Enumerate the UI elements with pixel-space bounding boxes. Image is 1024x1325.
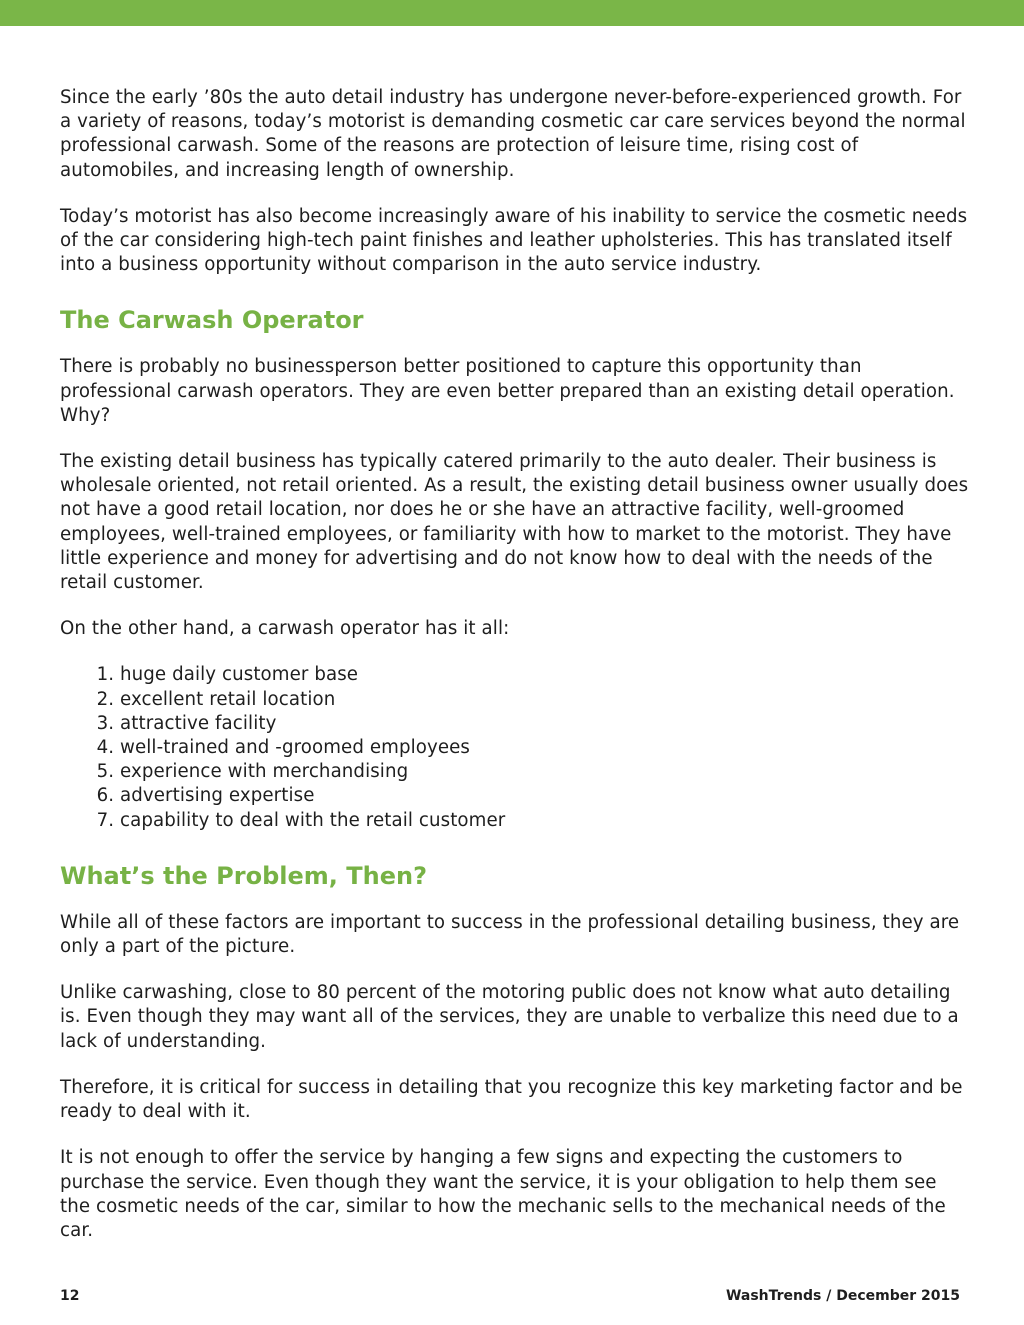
list-item: 2. excellent retail location: [120, 688, 970, 712]
paragraph-intro: Since the early ’80s the auto detail industry has undergone never-before-experienced growth. For a variety of reasons, today’s motorist is demanding cosmetic car care services beyond the normal professional carwash. Some of the reasons are protection of leisure time, rising cost of automobiles, and increasing length of ownership.: [60, 87, 966, 181]
top-accent-bar: [0, 0, 1024, 26]
paragraph-not-enough: It is not enough to offer the service by hanging a few signs and expecting the customers to purchase the service. Even though they want the service, it is your obligation to help them see the cosmetic needs of the car, similar to how the mechanic sells to the mechanical needs of the car.: [60, 1147, 946, 1241]
heading-carwash-operator: The Carwash Operator: [60, 306, 364, 335]
page-number: 12: [60, 1288, 80, 1304]
list-item: 1. huge daily customer base: [120, 663, 970, 687]
list-item: 5. experience with merchandising: [120, 760, 970, 784]
list-item: 6. advertising expertise: [120, 784, 970, 808]
paragraph-existing-detail-business: The existing detail business has typically catered primarily to the auto dealer. Their business is wholesale oriented, not retail oriented. As a result, the existing detail business owner usually does not have a good retail location, nor does he or she have an attractive facility, well-groomed employees, well-trained employees, or familiarity with how to market to the motorist. They have little experience and money for advertising and do not know how to deal with the needs of the retail customer.: [60, 451, 969, 594]
heading-whats-the-problem: What’s the Problem, Then?: [60, 861, 427, 890]
paragraph-part-of-picture: While all of these factors are important to success in the professional detailing business, they are only a part of the picture.: [60, 911, 960, 958]
paragraph-positioned: There is probably no businessperson better positioned to capture this opportunity than professional carwash operators. They are even better prepared than an existing detail operation. Why?: [60, 356, 955, 426]
operator-advantages-list: [60, 663, 970, 832]
list-item: 3. attractive facility: [120, 712, 970, 736]
list-item: 7. capability to deal with the retail customer: [120, 809, 970, 833]
paragraph-operator-has-it-all: On the other hand, a carwash operator has it all:: [60, 618, 510, 640]
list-item: 4. well-trained and -groomed employees: [120, 736, 970, 760]
paragraph-critical-for-success: Therefore, it is critical for success in detailing that you recognize this key marketing factor and be ready to deal with it.: [60, 1076, 963, 1123]
paragraph-motorist-awareness: Today’s motorist has also become increasingly aware of his inability to service the cosmetic needs of the car considering high-tech paint finishes and leather upholsteries. This has translated itself into a business opportunity without comparison in the auto service industry.: [60, 205, 968, 276]
paragraph-unlike-carwashing: Unlike carwashing, close to 80 percent of the motoring public does not know what auto detailing is. Even though they may want all of the services, they are unable to verbalize this need due to a lack of understanding.: [60, 982, 959, 1052]
article-body: [60, 86, 970, 1265]
publication-credit: WashTrends / December 2015: [725, 1288, 960, 1304]
